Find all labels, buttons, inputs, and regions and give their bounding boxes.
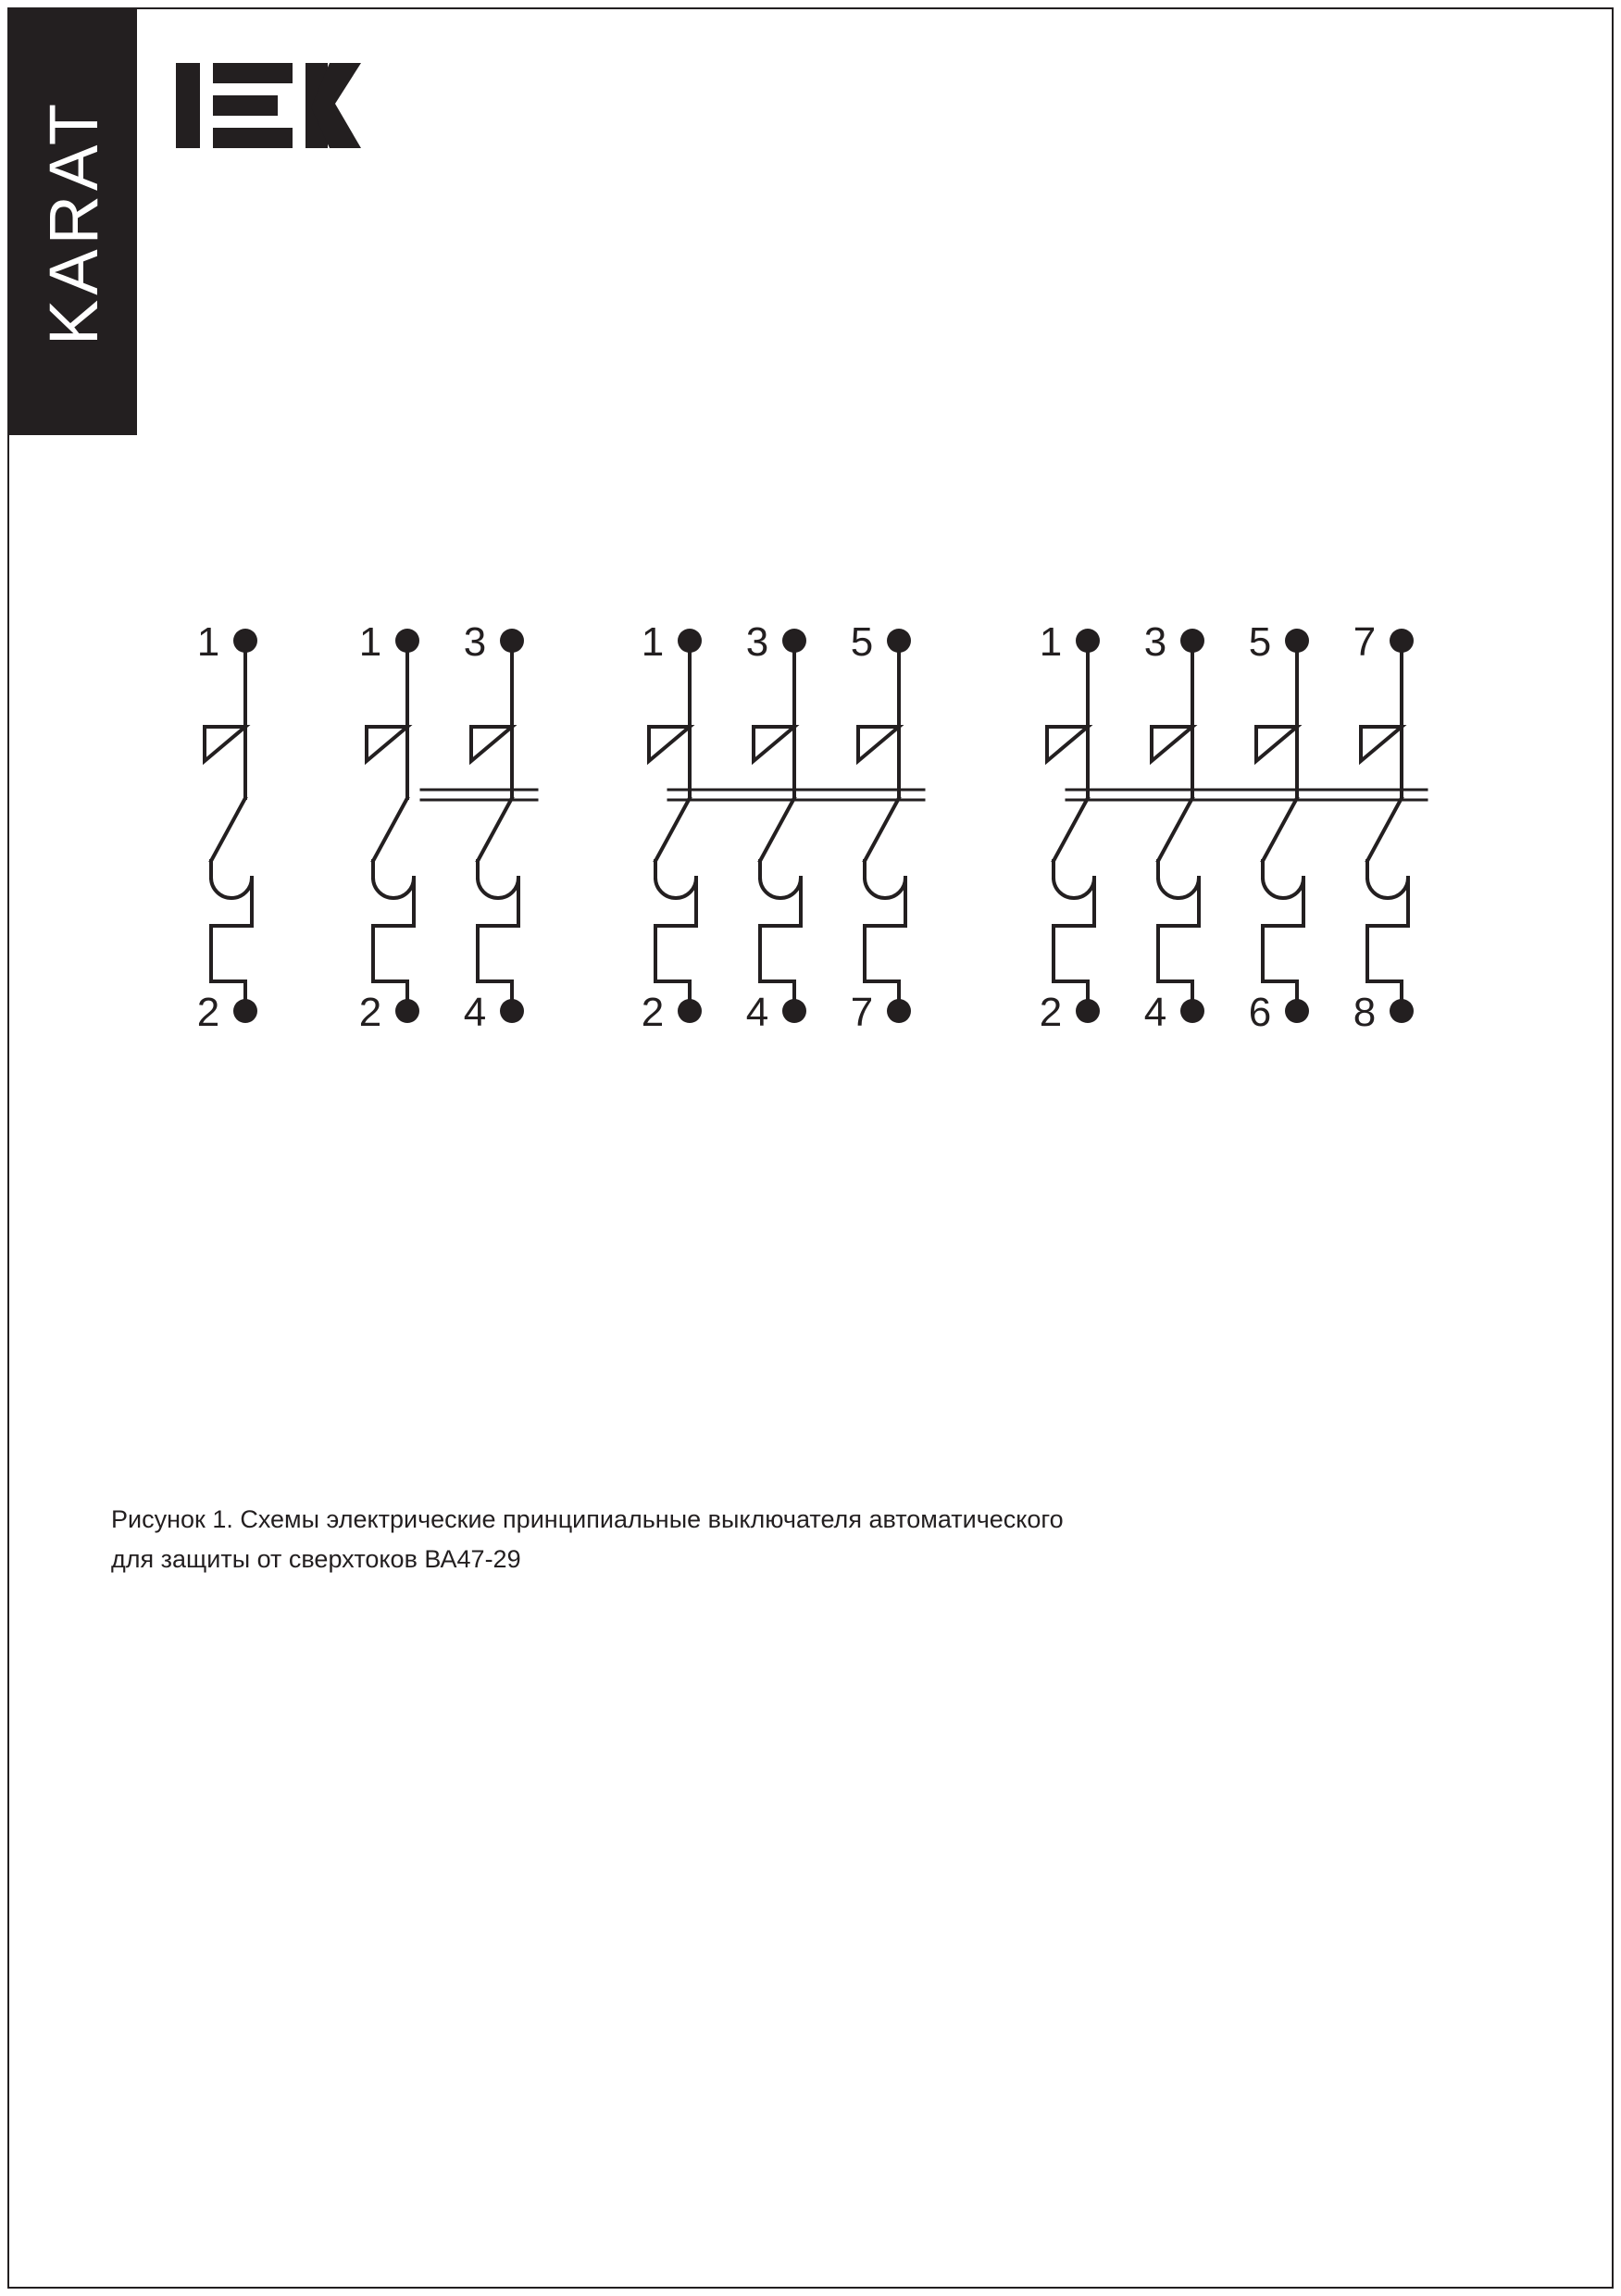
terminal-label: 7 (1353, 619, 1377, 665)
terminal-label: 3 (463, 619, 487, 665)
terminal-label: 2 (196, 990, 220, 1035)
terminal-label: 2 (358, 990, 382, 1035)
terminal-label: 1 (1039, 619, 1063, 665)
brand-tab-label: KARAT (34, 98, 112, 346)
terminal-label: 3 (1143, 619, 1167, 665)
figure-caption-line-2: для защиты от сверхтоков ВА47-29 (111, 1545, 521, 1573)
terminal-label: 1 (641, 619, 665, 665)
terminal-label: 5 (1248, 619, 1272, 665)
terminal-label: 4 (463, 990, 487, 1035)
figure-caption-line-1: Рисунок 1. Схемы электрические принципиальные выключателя автоматического (111, 1505, 1064, 1533)
terminal-label: 8 (1353, 990, 1377, 1035)
terminal-label: 2 (641, 990, 665, 1035)
iek-logo (176, 56, 370, 167)
terminal-label: 4 (745, 990, 769, 1035)
figure-caption (111, 1500, 1315, 1579)
terminal-label: 7 (850, 990, 874, 1035)
brand-tab (9, 9, 137, 435)
terminal-label: 3 (745, 619, 769, 665)
terminal-label: 6 (1248, 990, 1272, 1035)
terminal-label: 1 (196, 619, 220, 665)
terminal-label: 5 (850, 619, 874, 665)
terminal-label: 2 (1039, 990, 1063, 1035)
circuit-diagram (0, 555, 1621, 1204)
terminal-label: 1 (358, 619, 382, 665)
terminal-label: 4 (1143, 990, 1167, 1035)
